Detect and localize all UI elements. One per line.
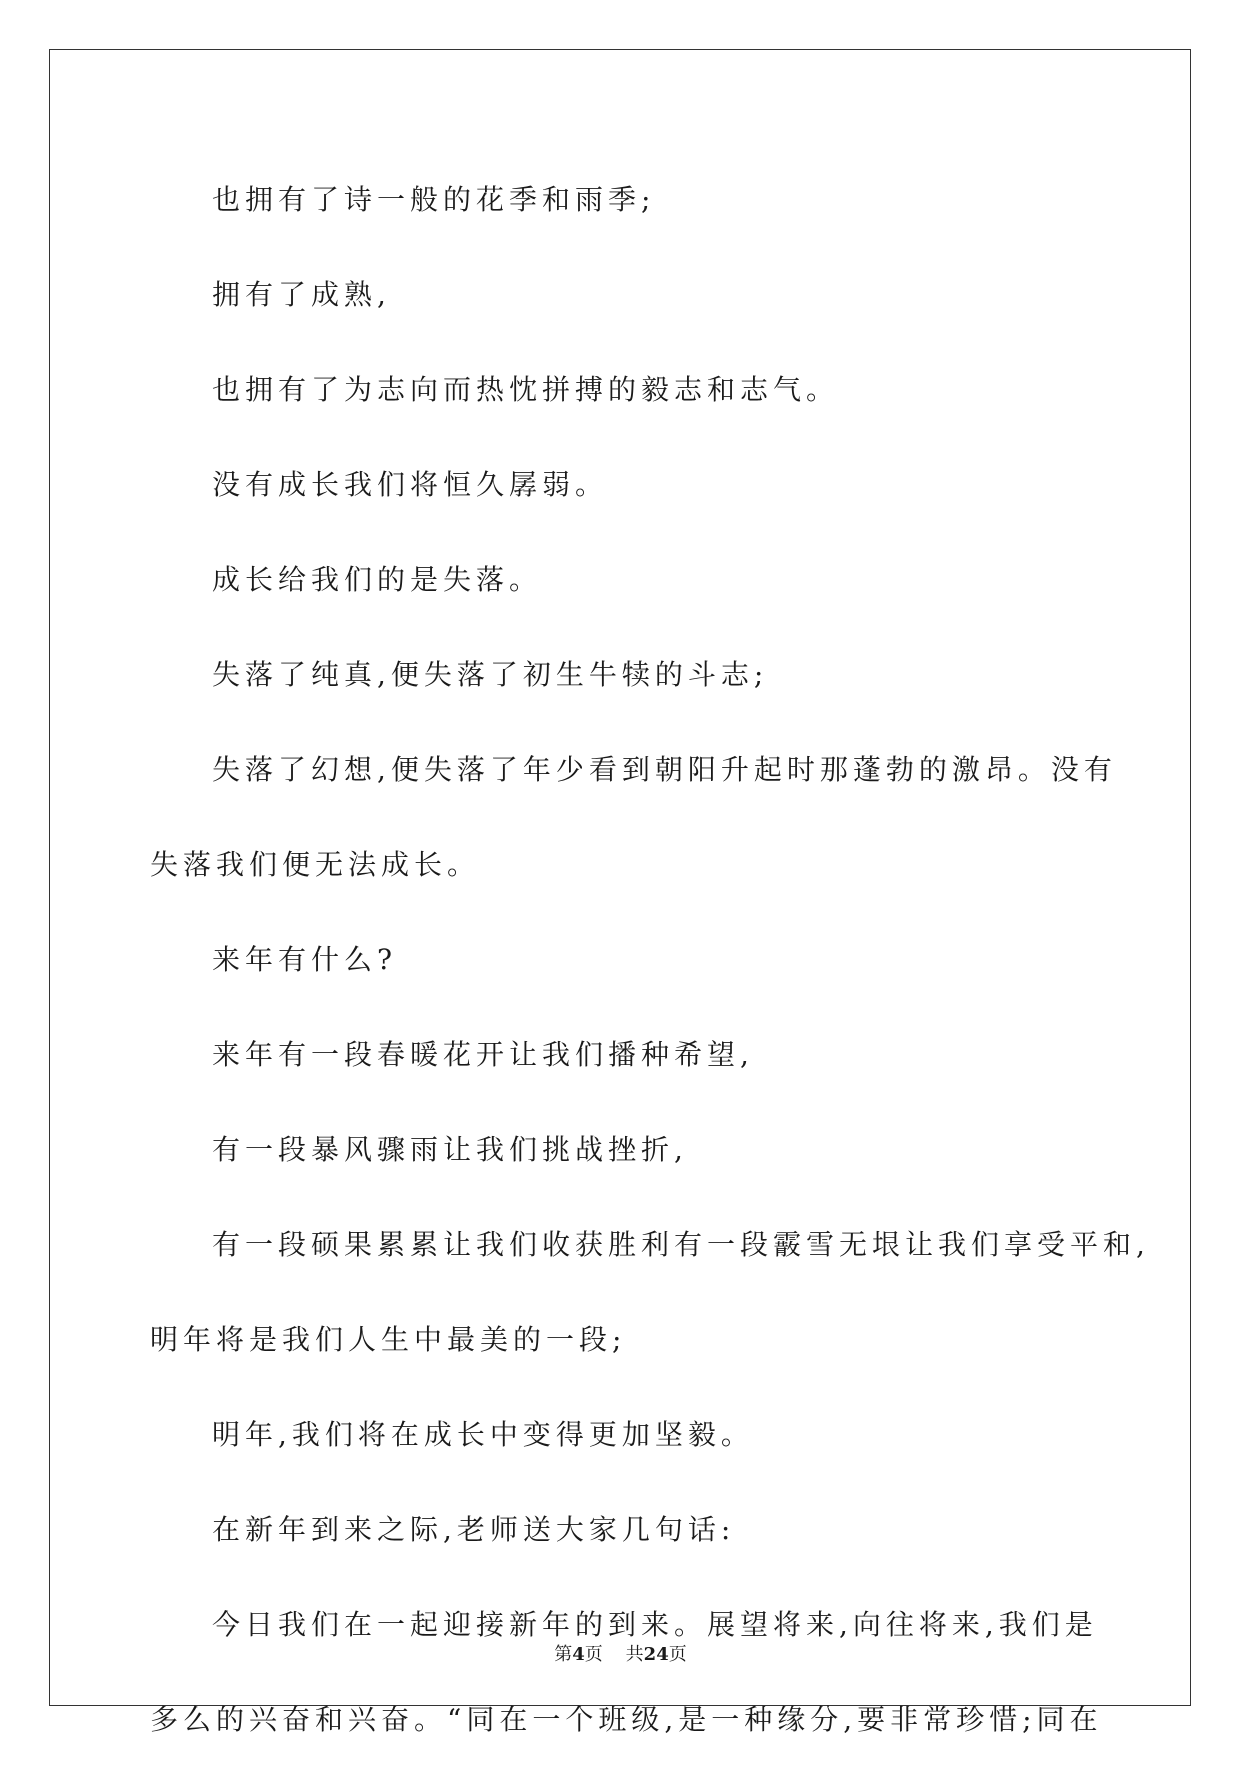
- document-body: [150, 152, 1150, 1767]
- paragraph-line: 也拥有了为志向而热忱拼搏的毅志和志气。: [212, 373, 840, 406]
- page-footer: [0, 1640, 1241, 1666]
- page-suffix: 页: [584, 1644, 603, 1665]
- paragraph-line: 成长给我们的是失落。: [212, 563, 543, 596]
- total-prefix: 共: [625, 1644, 644, 1665]
- page-prefix: 第: [554, 1644, 573, 1665]
- page-number: 4: [572, 1644, 585, 1665]
- paragraph-line: 明年将是我们人生中最美的一段;: [150, 1323, 627, 1356]
- paragraph-line: 来年有一段春暖花开让我们播种希望,: [212, 1038, 754, 1071]
- total-suffix: 页: [668, 1644, 687, 1665]
- total-pages: 24: [643, 1644, 669, 1665]
- paragraph-line: 失落了幻想,便失落了年少看到朝阳升起时那蓬勃的激昂。没有: [212, 753, 1117, 786]
- paragraph-line: 明年,我们将在成长中变得更加坚毅。: [212, 1418, 754, 1451]
- paragraph-line: 多么的兴奋和兴奋。“同在一个班级,是一种缘分,要非常珍惜;同在: [150, 1703, 1103, 1736]
- paragraph-line: 今日我们在一起迎接新年的到来。展望将来,向往将来,我们是: [212, 1608, 1098, 1641]
- paragraph-line: 失落了纯真,便失落了初生牛犊的斗志;: [212, 658, 769, 691]
- paragraph-line: 来年有什么?: [212, 943, 398, 976]
- paragraph-line: 拥有了成熟,: [212, 278, 391, 311]
- paragraph-line: 在新年到来之际,老师送大家几句话:: [212, 1513, 736, 1546]
- paragraph-line: 有一段暴风骤雨让我们挑战挫折,: [212, 1133, 688, 1166]
- paragraph-line: 有一段硕果累累让我们收获胜利有一段霰雪无垠让我们享受平和,: [212, 1228, 1150, 1261]
- paragraph-line: 没有成长我们将恒久孱弱。: [212, 468, 609, 501]
- paragraph-line: 失落我们便无法成长。: [150, 848, 481, 881]
- paragraph-line: 也拥有了诗一般的花季和雨季;: [212, 183, 656, 216]
